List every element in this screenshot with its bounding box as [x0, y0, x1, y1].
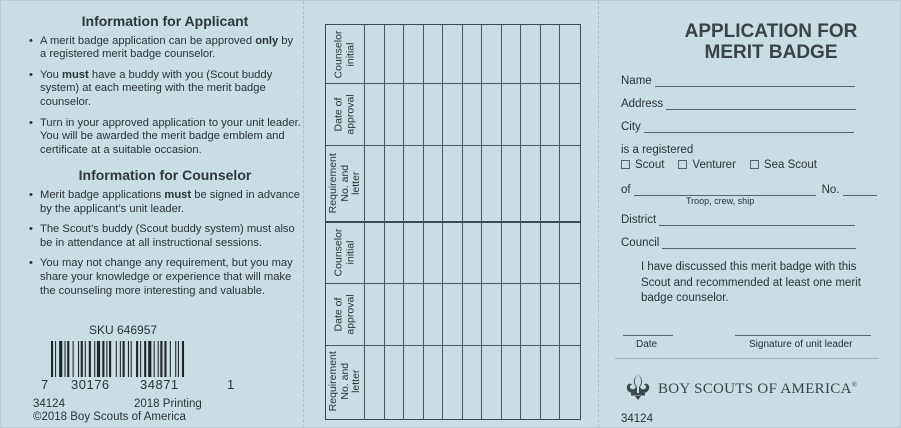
grid-entry-cell[interactable]	[364, 345, 384, 418]
grid-entry-cell[interactable]	[442, 145, 462, 221]
perforation-line	[598, 1, 599, 427]
of-label: of	[621, 184, 631, 196]
date-label: Date	[636, 339, 658, 350]
organization-name-text: BOY SCOUTS OF AMERICA	[658, 381, 852, 397]
grid-entry-cell[interactable]	[520, 145, 540, 221]
grid-entry-cell[interactable]	[501, 345, 521, 418]
option-sea-scout[interactable]	[750, 159, 817, 171]
grid-row-label-text: Counselor initial	[332, 228, 356, 276]
grid-entry-cell[interactable]	[481, 283, 501, 345]
barcode-digit-last: 1	[227, 377, 235, 392]
info-bullet-item	[29, 35, 301, 62]
grid-entry-cell[interactable]	[501, 25, 521, 83]
city-label: City	[621, 121, 641, 133]
checkbox-icon[interactable]	[621, 160, 630, 169]
grid-entry-cell[interactable]	[462, 83, 482, 145]
grid-row-label	[326, 283, 364, 345]
grid-entry-cell[interactable]	[442, 283, 462, 345]
bullet-text: Merit badge applications	[40, 188, 165, 201]
grid-entry-cell[interactable]	[384, 283, 404, 345]
unit-number-label: No.	[821, 184, 840, 196]
district-label: District	[621, 214, 657, 226]
grid-entry-cell[interactable]	[462, 221, 482, 283]
grid-entry-cell[interactable]	[481, 25, 501, 83]
info-bullet-item	[29, 223, 301, 250]
form-title-line: APPLICATION FOR	[684, 21, 858, 42]
option-venturer[interactable]	[678, 159, 735, 171]
grid-entry-cell[interactable]	[384, 145, 404, 221]
information-panel	[29, 15, 301, 305]
grid-entry-cell[interactable]	[364, 83, 384, 145]
info-bullet-item	[29, 189, 301, 216]
grid-entry-cell[interactable]	[540, 283, 560, 345]
item-number: 34124	[33, 398, 65, 410]
grid-row-label-text: Counselor initial	[332, 30, 356, 78]
grid-entry-cell[interactable]	[481, 221, 501, 283]
grid-entry-cell[interactable]	[520, 345, 540, 418]
barcode-digit-first: 7	[41, 377, 49, 392]
grid-entry-cell[interactable]	[559, 221, 579, 283]
grid-entry-cell[interactable]	[540, 83, 560, 145]
option-label: Sea Scout	[763, 159, 817, 171]
grid-entry-cell[interactable]	[423, 345, 443, 418]
council-label: Council	[621, 237, 660, 249]
bullet-text: A merit badge application can be approved	[40, 34, 256, 47]
sku-number: SKU 646957	[89, 323, 158, 337]
grid-entry-cell[interactable]	[520, 221, 540, 283]
city-field[interactable]	[621, 121, 854, 133]
grid-row-label-text: Requirement No. and letter	[326, 152, 362, 214]
info-bullet-item	[29, 117, 301, 158]
grid-entry-cell[interactable]	[423, 145, 443, 221]
registered-label	[621, 144, 693, 156]
option-label: Venturer	[692, 159, 736, 171]
bullet-text: You may not change any requirement, but you may share your knowledge or experience that will make the counseling more interesting and valuable.	[40, 257, 293, 297]
grid-entry-cell[interactable]	[462, 283, 482, 345]
unit-number-line[interactable]	[843, 185, 877, 196]
grid-entry-cell[interactable]	[364, 221, 384, 283]
grid-entry-cell[interactable]	[423, 25, 443, 83]
grid-row-label	[326, 345, 364, 418]
grid-entry-cell[interactable]	[540, 25, 560, 83]
leader-statement: I have discussed this merit badge with this Scout and recommended at least one merit badge counselor.	[641, 261, 861, 304]
grid-entry-cell[interactable]	[501, 221, 521, 283]
unit-field[interactable]	[621, 184, 877, 196]
council-line[interactable]	[662, 238, 856, 249]
applicant-info-list	[29, 35, 301, 158]
grid-entry-cell[interactable]	[559, 345, 579, 418]
bullet-emphasis: only	[255, 34, 279, 47]
grid-row-label-text: Date of approval	[332, 293, 356, 335]
grid-entry-cell[interactable]	[540, 345, 560, 418]
perforation-line	[303, 1, 304, 427]
grid-entry-cell[interactable]	[403, 83, 423, 145]
grid-entry-cell[interactable]	[403, 283, 423, 345]
grid-entry-cell[interactable]	[501, 283, 521, 345]
grid-row-label-text: Requirement No. and letter	[326, 351, 362, 412]
name-line[interactable]	[655, 76, 855, 87]
grid-entry-cell[interactable]	[462, 25, 482, 83]
bullet-text: by a registered merit badge counselor.	[40, 34, 294, 61]
fleur-de-lis-icon	[625, 373, 651, 401]
date-line[interactable]	[623, 335, 673, 336]
name-label: Name	[621, 75, 652, 87]
counselor-info-list	[29, 189, 301, 298]
copyright-notice: ©2018 Boy Scouts of America	[33, 411, 186, 423]
grid-entry-cell[interactable]	[501, 145, 521, 221]
approval-record-grid	[325, 24, 581, 420]
grid-entry-cell[interactable]	[403, 145, 423, 221]
address-field[interactable]	[621, 98, 856, 110]
grid-row-label-text: Date of approval	[332, 93, 356, 135]
bullet-text: Turn in your approved application to your unit leader. You will be awarded the merit badge emblem and certificate at a suitable occasion.	[40, 116, 301, 156]
grid-entry-cell[interactable]	[442, 221, 462, 283]
grid-entry-cell[interactable]	[384, 25, 404, 83]
info-bullet-item	[29, 69, 301, 110]
grid-entry-cell[interactable]	[520, 25, 540, 83]
bullet-text: The Scout’s buddy (Scout buddy system) must also be in attendance at all instructional sessions.	[40, 223, 295, 249]
grid-entry-cell[interactable]	[364, 145, 384, 221]
grid-entry-cell[interactable]	[462, 145, 482, 221]
grid-entry-cell[interactable]	[384, 221, 404, 283]
counselor-info-title: Information for Counselor	[78, 167, 252, 184]
grid-entry-cell[interactable]	[481, 83, 501, 145]
district-line[interactable]	[659, 215, 855, 226]
registered-text: is a registered	[621, 144, 694, 156]
grid-entry-cell[interactable]	[403, 345, 423, 418]
grid-entry-cell[interactable]	[442, 83, 462, 145]
printing-year: 2018 Printing	[134, 398, 202, 410]
bullet-text: You	[40, 68, 62, 81]
barcode-graphic	[51, 341, 221, 381]
grid-entry-cell[interactable]	[442, 345, 462, 418]
organization-name	[658, 381, 857, 398]
item-number-right: 34124	[621, 413, 653, 425]
grid-entry-cell[interactable]	[423, 83, 443, 145]
grid-entry-cell[interactable]	[403, 221, 423, 283]
checkbox-icon[interactable]	[678, 160, 687, 169]
applicant-info-title: Information for Applicant	[81, 13, 249, 29]
grid-entry-cell[interactable]	[520, 83, 540, 145]
grid-entry-cell[interactable]	[559, 83, 579, 145]
registered-mark: ®	[851, 381, 858, 389]
grid-entry-cell[interactable]	[423, 283, 443, 345]
form-title	[661, 21, 881, 63]
barcode-digits-right: 34871	[140, 377, 179, 392]
grid-row-label	[326, 83, 364, 145]
grid-entry-cell[interactable]	[364, 25, 384, 83]
grid-entry-cell[interactable]	[364, 283, 384, 345]
address-label: Address	[621, 98, 664, 110]
option-label: Scout	[635, 159, 665, 171]
signature-line[interactable]	[735, 335, 871, 336]
city-line[interactable]	[644, 122, 854, 133]
grid-entry-cell[interactable]	[462, 345, 482, 418]
grid-entry-cell[interactable]	[481, 345, 501, 418]
grid-entry-cell[interactable]	[559, 283, 579, 345]
grid-entry-cell[interactable]	[403, 25, 423, 83]
info-bullet-item	[29, 257, 301, 298]
unit-type-line[interactable]	[634, 185, 816, 196]
divider	[615, 358, 879, 359]
grid-entry-cell[interactable]	[540, 145, 560, 221]
barcode-digits-left: 30176	[71, 377, 110, 392]
bullet-emphasis: must	[62, 68, 89, 81]
grid-entry-cell[interactable]	[384, 83, 404, 145]
checkbox-icon[interactable]	[750, 160, 759, 169]
membership-options	[621, 159, 817, 171]
bullet-emphasis: must	[164, 188, 192, 201]
grid-entry-cell[interactable]	[384, 345, 404, 418]
form-title-line: MERIT BADGE	[704, 42, 838, 63]
bullet-text: be signed in advance by the applicant’s unit leader.	[40, 188, 300, 215]
grid-entry-cell[interactable]	[520, 283, 540, 345]
district-field[interactable]	[621, 214, 855, 226]
council-field[interactable]	[621, 237, 856, 249]
grid-entry-cell[interactable]	[442, 25, 462, 83]
bullet-text: have a buddy with you (Scout buddy system) at each meeting with the merit badge counselor.	[40, 68, 273, 108]
address-line[interactable]	[666, 99, 856, 110]
troop-caption: Troop, crew, ship	[686, 196, 755, 206]
signature-label: Signature of unit leader	[749, 339, 853, 350]
name-field[interactable]	[621, 75, 855, 87]
grid-row-label	[326, 145, 364, 221]
grid-entry-cell[interactable]	[501, 83, 521, 145]
grid-entry-cell[interactable]	[481, 145, 501, 221]
grid-row-label	[326, 25, 364, 83]
grid-entry-cell[interactable]	[423, 221, 443, 283]
grid-entry-cell[interactable]	[559, 25, 579, 83]
grid-row-label	[326, 221, 364, 283]
grid-entry-cell[interactable]	[540, 221, 560, 283]
option-scout[interactable]	[621, 159, 664, 171]
grid-entry-cell[interactable]	[559, 145, 579, 221]
